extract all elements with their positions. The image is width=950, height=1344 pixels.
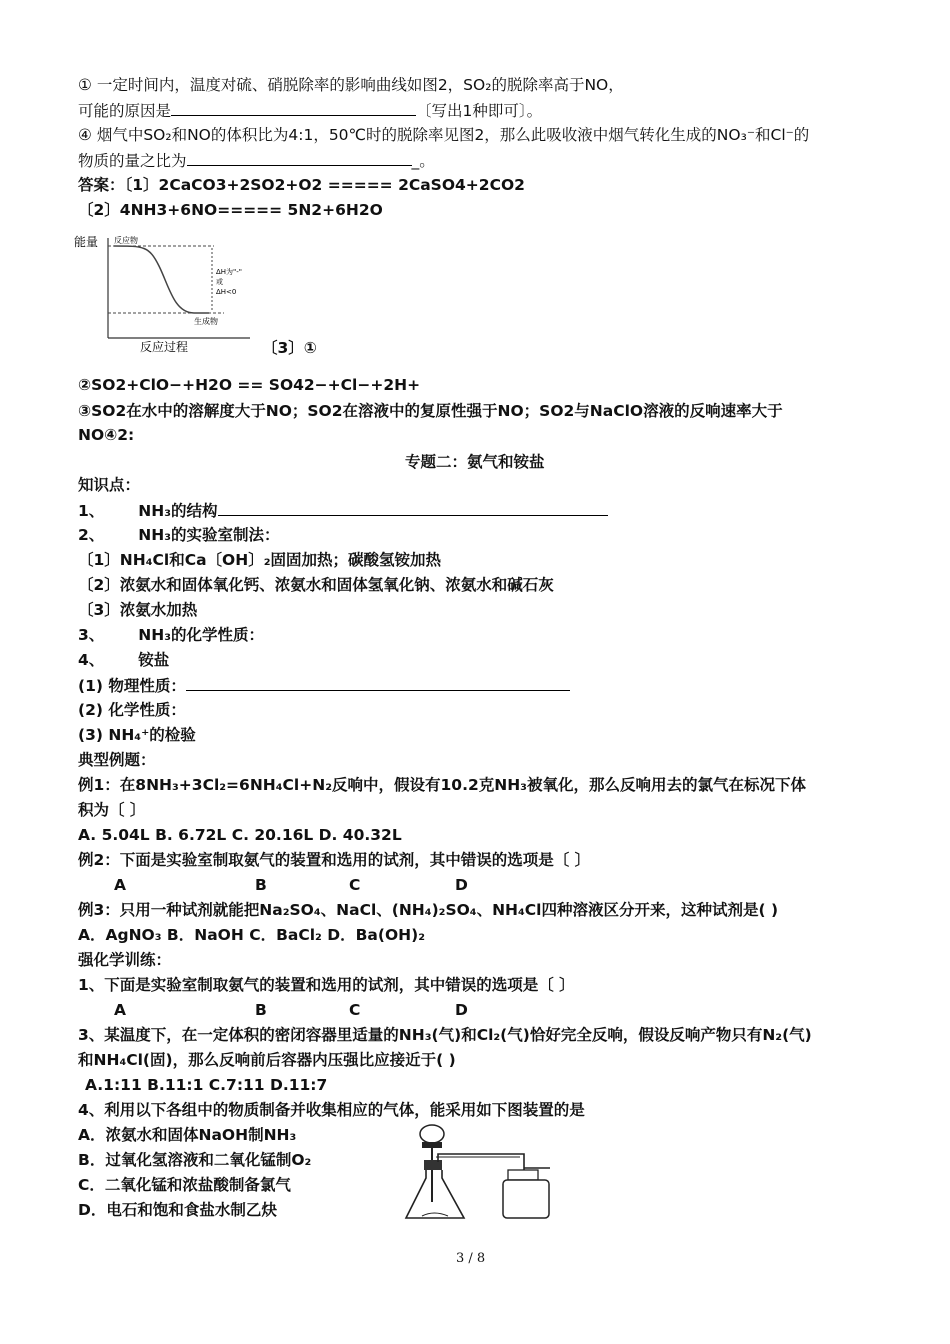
drill-4-option-b: B．过氧化氢溶液和二氧化锰制O₂ — [78, 1151, 312, 1169]
typical-heading: 典型例题： — [78, 751, 156, 769]
dh-label-3: ΔH<0 — [216, 288, 237, 296]
drill-1: 1、下面是实验室制取氨气的装置和选用的试剂，其中错误的选项是〔 〕 — [78, 976, 575, 994]
example-3-options: A．AgNO₃ B．NaOH C．BaCl₂ D．Ba(OH)₂ — [78, 926, 425, 944]
reactant-label: 反应物 — [114, 236, 138, 245]
diagram-xlabel: 反应过程 — [140, 340, 189, 354]
answer-6: NO④2: — [78, 426, 135, 444]
text: 可能的原因是 — [78, 102, 172, 120]
drill-4: 4、利用以下各组中的物质制备并收集相应的气体，能采用如下图装置的是 — [78, 1101, 585, 1119]
text: 物质的量之比为 — [78, 152, 187, 170]
answer-5: ③SO2在水中的溶解度大于NO；SO2在溶液中的复原性强于NO；SO2与NaClO溶液的反响速率大于 — [78, 402, 783, 420]
num: 1、 — [78, 502, 105, 520]
example-1b: 积为〔 〕 — [78, 801, 146, 819]
dh-label-2: 或 — [216, 278, 223, 286]
knowledge-2c: 〔3〕浓氨水加热 — [78, 601, 198, 619]
drill-4-option-c: C．二氧化锰和浓盐酸制备氯气 — [78, 1176, 291, 1194]
gas-bottle-neck — [508, 1170, 538, 1180]
diagram-ylabel: 能量 — [74, 235, 99, 249]
answer-4: ②SO2+ClO−+H2O == SO42−+Cl−+2H+ — [78, 376, 421, 394]
example-1-options: A. 5.04L B. 6.72L C. 20.16L D. 40.32L — [78, 826, 402, 844]
text: NH₃的结构 — [138, 502, 218, 520]
blank — [171, 99, 416, 116]
question-line-2 — [78, 99, 542, 122]
knowledge-2 — [78, 524, 280, 546]
energy-curve — [114, 246, 209, 313]
example-2-choice-c: C — [349, 876, 361, 894]
knowledge-heading: 知识点： — [78, 476, 141, 494]
topic-title: 专题二：氨气和铵盐 — [405, 453, 545, 471]
knowledge-4c: (3) NH₄⁺的检验 — [78, 726, 196, 744]
conical-flask — [406, 1170, 464, 1218]
answer-3: 〔3〕① — [262, 339, 317, 357]
answer-1: 答案：〔1〕2CaCO3+2SO2+O2 ===== 2CaSO4+2CO2 — [78, 176, 525, 194]
example-2-choice-d: D — [455, 876, 468, 894]
example-1a: 例1：在8NH₃+3Cl₂=6NH₄Cl+N₂反响中，假设有10.2克NH₃被氧化，那么反响用去的氯气在标况下体 — [78, 776, 806, 794]
product-label: 生成物 — [194, 317, 218, 326]
drill-4-option-d: D．电石和饱和食盐水制乙炔 — [78, 1201, 277, 1219]
knowledge-4 — [78, 649, 169, 671]
solid-in-flask — [422, 1213, 448, 1216]
text: _。 — [411, 152, 435, 170]
blank — [186, 674, 570, 691]
drill-1-choice-d: D — [455, 1001, 468, 1019]
blank — [187, 149, 412, 166]
flask-stopper — [424, 1160, 442, 1170]
drill-3a: 3、某温度下，在一定体积的密闭容器里适量的NH₃(气)和Cl₂(气)恰好完全反响，假设反响产物只有N₂(气) — [78, 1026, 812, 1044]
drill-1-choice-c: C — [349, 1001, 361, 1019]
example-2: 例2：下面是实验室制取氨气的装置和选用的试剂，其中错误的选项是〔 〕 — [78, 851, 591, 869]
num: 4、 — [78, 651, 105, 669]
apparatus-diagram — [400, 1122, 560, 1224]
drill-3-options: A.1:11 B.11:1 C.7:11 D.11:7 — [85, 1076, 328, 1094]
example-2-choice-a: A — [114, 876, 126, 894]
knowledge-2b: 〔2〕浓氨水和固体氧化钙、浓氨水和固体氢氧化钠、浓氨水和碱石灰 — [78, 576, 554, 594]
dh-label-1: ΔH为"-" — [216, 268, 243, 276]
text: 铵盐 — [138, 651, 170, 669]
drill-4-option-a: A．浓氨水和固体NaOH制NH₃ — [78, 1126, 297, 1144]
question-line-3: ④ 烟气中SO₂和NO的体积比为4:1，50℃时的脱除率见图2，那么此吸收液中烟气转化生成的NO₃⁻和Cl⁻的 — [78, 126, 810, 144]
text: NH₃的实验室制法： — [138, 526, 280, 544]
knowledge-2a: 〔1〕NH₄Cl和Ca〔OH〕₂固固加热；碳酸氢铵加热 — [78, 551, 441, 569]
blank — [218, 499, 608, 516]
question-line-1: ① 一定时间内，温度对硫、硝脱除率的影响曲线如图2，SO₂的脱除率高于NO， — [78, 76, 624, 94]
num: 2、 — [78, 526, 105, 544]
knowledge-4a — [78, 674, 570, 697]
drill-1-choice-a: A — [114, 1001, 126, 1019]
text: NH₃的化学性质： — [138, 626, 265, 644]
knowledge-3 — [78, 624, 264, 646]
knowledge-4b: (2) 化学性质： — [78, 701, 186, 719]
text: (1) 物理性质： — [78, 677, 186, 695]
funnel-bulb — [420, 1125, 444, 1143]
stopcock — [422, 1142, 442, 1148]
drill-heading: 强化学训练： — [78, 951, 172, 969]
example-3: 例3：只用一种试剂就能把Na₂SO₄、NaCl、(NH₄)₂SO₄、NH₄Cl四种溶液区分开来，这种试剂是( ) — [78, 901, 779, 919]
page-number: 3 / 8 — [456, 1251, 486, 1266]
drill-3b: 和NH₄Cl(固)，那么反响前后容器内压强比应接近于( ) — [78, 1051, 456, 1069]
example-2-choice-b: B — [255, 876, 267, 894]
text: 〔写出1种即可〕。 — [416, 102, 543, 120]
gas-collecting-bottle — [503, 1180, 549, 1218]
drill-1-choice-b: B — [255, 1001, 267, 1019]
num: 3、 — [78, 626, 105, 644]
knowledge-1 — [78, 499, 608, 522]
answer-2: 〔2〕4NH3+6NO===== 5N2+6H2O — [78, 201, 383, 219]
energy-diagram — [74, 226, 254, 356]
question-line-4 — [78, 149, 435, 172]
